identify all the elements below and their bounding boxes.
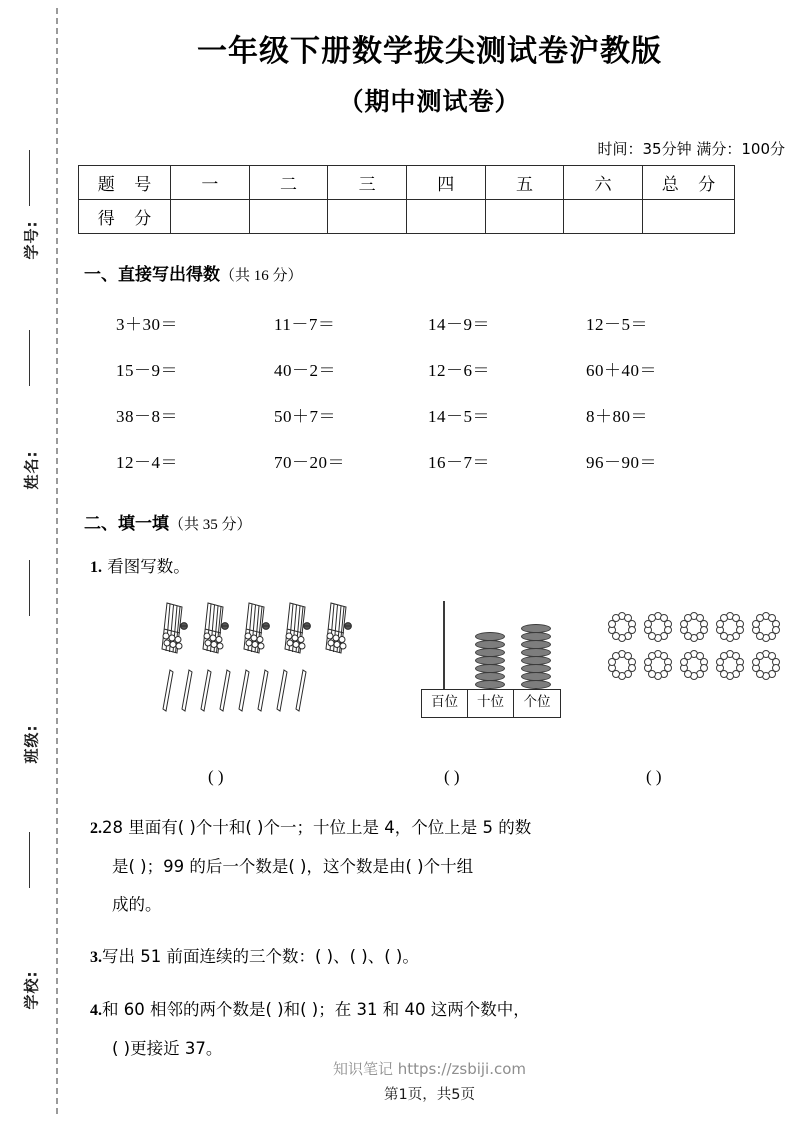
margin-label-class: 班级: (22, 724, 41, 764)
question-3 (90, 938, 750, 977)
question-4-line-2[interactable]: ( )更接近 37。 (112, 1039, 223, 1058)
left-margin (0, 0, 66, 1122)
question-4-text-1[interactable]: 和 60 相邻的两个数是( )和( )；在 31 和 40 这两个数中， (102, 1000, 530, 1019)
calc-problem[interactable]: 96－90＝ (586, 452, 657, 472)
table-row-scores (79, 200, 735, 234)
question-2-number: 2. (90, 820, 102, 837)
score-cell-6[interactable] (564, 200, 643, 234)
score-table-col-2: 二 (249, 166, 328, 200)
score-table (78, 165, 735, 234)
loose-stick-icon (238, 669, 250, 713)
loose-stick-icon (200, 669, 212, 713)
score-table-col-6: 六 (564, 166, 643, 200)
section-2-label: 二、填一填 (84, 514, 169, 534)
calc-problem[interactable]: 3＋30＝ (116, 314, 178, 334)
calc-problem[interactable]: 60＋40＝ (586, 360, 657, 380)
margin-rule (29, 330, 30, 386)
question-2-line-3: 成的。 (112, 895, 162, 914)
page-number: 第1页，共5页 (384, 1087, 475, 1103)
score-table-col-5: 五 (485, 166, 564, 200)
question-3-text[interactable]: 写出 51 前面连续的三个数：( )、( )、( )。 (102, 947, 419, 966)
calc-row (106, 345, 726, 391)
margin-label-name: 姓名: (22, 450, 41, 490)
question-2-line-2[interactable]: 是( )；99 的后一个数是( )，这个数是由( )个十组 (112, 857, 474, 876)
bead-ring-icon (714, 611, 746, 643)
abacus-bead (521, 680, 551, 689)
figure-abacus (421, 601, 561, 718)
calc-problem[interactable]: 14－9＝ (428, 314, 490, 334)
loose-stick-icon (181, 669, 193, 713)
bead-ring-row (606, 611, 786, 643)
question-1-answer-blanks (66, 767, 793, 795)
abacus-label-ones: 个位 (523, 694, 551, 710)
figure-bead-rings (606, 611, 786, 687)
question-4 (90, 991, 750, 1068)
bead-ring-row (606, 649, 786, 681)
question-1-figures (66, 597, 793, 767)
score-cell-4[interactable] (406, 200, 485, 234)
abacus-place-value-labels (421, 689, 561, 718)
stick-bundle-icon (197, 601, 235, 659)
page-title: 一年级下册数学拔尖测试卷沪教版 (197, 34, 662, 69)
abacus-bead-stack[interactable] (521, 624, 551, 688)
bead-ring-icon (714, 649, 746, 681)
loose-stick-icon (257, 669, 269, 713)
bundle-row (156, 601, 366, 659)
calc-problem[interactable]: 15－9＝ (116, 360, 178, 380)
bead-ring-icon (642, 611, 674, 643)
margin-dashed-line (56, 8, 58, 1114)
stick-bundle-icon (238, 601, 276, 659)
bead-ring-icon (642, 649, 674, 681)
answer-blank-sticks[interactable]: ( ) (208, 767, 224, 786)
stick-bundle-icon (156, 601, 194, 659)
section-heading-2 (84, 509, 793, 534)
question-1 (90, 548, 750, 587)
margin-rule (29, 150, 30, 206)
table-row-question-numbers (79, 166, 735, 200)
score-cell-3[interactable] (328, 200, 407, 234)
question-1-number: 1. (90, 559, 102, 576)
question-2 (90, 809, 750, 924)
page-subtitle: （期中测试卷） (338, 87, 521, 116)
figure-stick-bundles (156, 601, 366, 713)
calc-problem[interactable]: 11－7＝ (274, 314, 336, 334)
score-table-col-4: 四 (406, 166, 485, 200)
question-4-line-1 (90, 991, 750, 1030)
bead-ring-icon (750, 611, 782, 643)
score-table-col-total: 总 分 (643, 166, 735, 200)
calc-problem[interactable]: 38－8＝ (116, 406, 178, 426)
worksheet-page (66, 0, 793, 1122)
question-1-text: 看图写数。 (107, 557, 190, 576)
abacus-rods (421, 601, 561, 689)
calc-problem[interactable]: 50＋7＝ (274, 406, 336, 426)
calc-problem[interactable]: 12－5＝ (586, 314, 648, 334)
score-cell-5[interactable] (485, 200, 564, 234)
abacus-rod (443, 601, 445, 689)
score-cell-1[interactable] (171, 200, 250, 234)
section-2-points: （共 35 分） (169, 517, 252, 533)
loose-stick-icon (219, 669, 231, 713)
answer-blank-rings[interactable]: ( ) (646, 767, 662, 786)
calc-row (106, 391, 726, 437)
loose-stick-row (162, 669, 366, 713)
score-table-col-1: 一 (171, 166, 250, 200)
answer-blank-abacus[interactable]: ( ) (444, 767, 460, 786)
calc-row (106, 299, 726, 345)
section-heading-1 (84, 260, 793, 285)
abacus-bead-stack[interactable] (475, 632, 505, 688)
loose-stick-icon (162, 669, 174, 713)
calc-problem[interactable]: 14－5＝ (428, 406, 490, 426)
watermark-text: 知识笔记 https://zsbiji.com (332, 1060, 527, 1078)
bead-ring-icon (678, 649, 710, 681)
calc-problem[interactable]: 40－2＝ (274, 360, 336, 380)
score-table-row-header: 题 号 (79, 166, 171, 200)
calc-problem[interactable]: 16－7＝ (428, 452, 490, 472)
stick-bundle-icon (320, 601, 358, 659)
loose-stick-icon (295, 669, 307, 713)
margin-label-school: 学校: (22, 970, 41, 1010)
question-4-number: 4. (90, 1002, 102, 1019)
abacus-label-hundreds: 百位 (422, 690, 468, 717)
calc-problem[interactable]: 70－20＝ (274, 452, 345, 472)
bead-ring-icon (750, 649, 782, 681)
section-1-label: 一、直接写出得数 (84, 265, 220, 285)
question-2-line-1 (90, 809, 750, 848)
score-table-row-header: 得 分 (79, 200, 171, 234)
calc-row (106, 437, 726, 483)
page-footer (66, 1058, 793, 1104)
loose-stick-icon (276, 669, 288, 713)
calc-problem[interactable]: 8＋80＝ (586, 406, 648, 426)
question-3-number: 3. (90, 949, 102, 966)
bead-ring-icon (678, 611, 710, 643)
margin-rule (29, 560, 30, 616)
abacus-label-tens: 十位 (468, 690, 514, 717)
calc-problem[interactable]: 12－6＝ (428, 360, 490, 380)
bead-ring-icon (606, 649, 638, 681)
margin-rule (29, 832, 30, 888)
arithmetic-grid (106, 299, 726, 483)
title-block (66, 0, 793, 122)
score-table-col-3: 三 (328, 166, 407, 200)
margin-label-student-id: 学号: (22, 220, 41, 260)
section-1-points: （共 16 分） (220, 268, 303, 284)
bead-ring-icon (606, 611, 638, 643)
exam-meta: 时间：35分钟 满分：100分 (597, 140, 785, 158)
calc-problem[interactable]: 12－4＝ (116, 452, 178, 472)
abacus-bead (475, 680, 505, 689)
score-cell-total[interactable] (643, 200, 735, 234)
score-cell-2[interactable] (249, 200, 328, 234)
stick-bundle-icon (279, 601, 317, 659)
question-2-text-1[interactable]: 28 里面有( )个十和( )个一；十位上是 4，个位上是 5 的数 (102, 818, 532, 837)
